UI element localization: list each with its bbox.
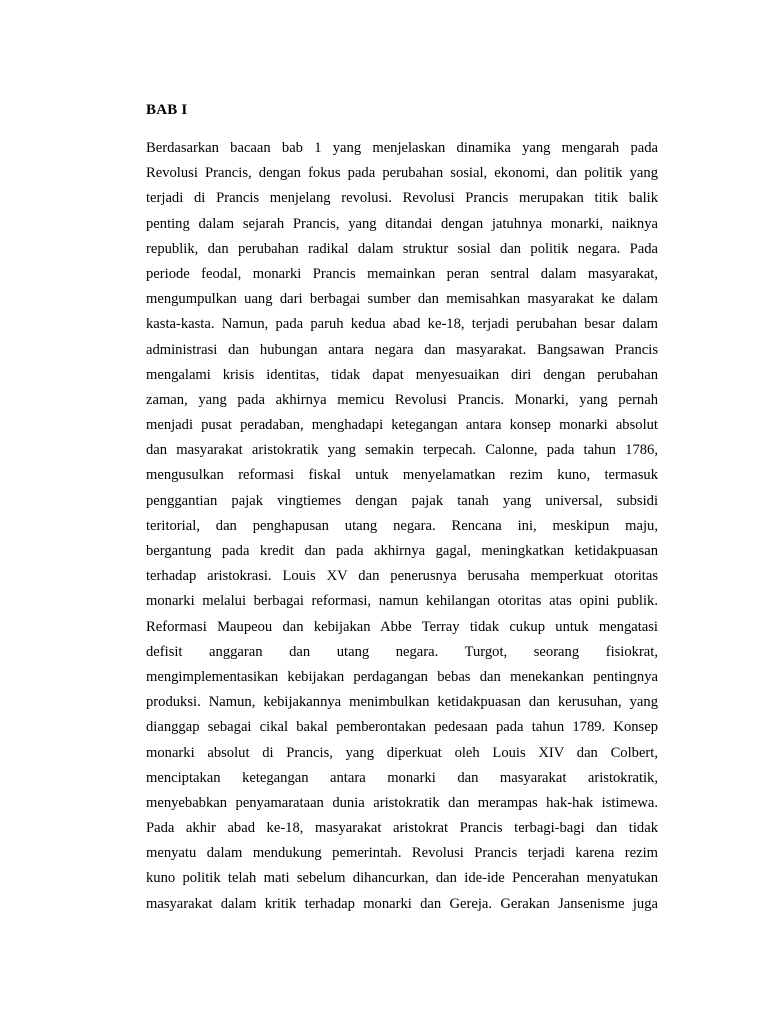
paragraph-line: administrasi dan hubungan antara negara dan masyarakat. Bangsawan Prancis [146, 341, 658, 358]
paragraph-line: produksi. Namun, kebijakannya menimbulkan ketidakpuasan dan kerusuhan, yang [146, 694, 658, 711]
chapter-heading: BAB I [146, 102, 188, 118]
paragraph-line: Pada akhir abad ke-18, masyarakat aristokrat Prancis terbagi-bagi dan tidak [146, 820, 658, 837]
paragraph-line: bergantung pada kredit dan pada akhirnya gagal, meningkatkan ketidakpuasan [146, 543, 658, 559]
paragraph-line: monarki absolut di Prancis, yang diperkuat oleh Louis XIV dan Colbert, [146, 744, 658, 761]
paragraph-line: monarki melalui berbagai reformasi, namun kehilangan otoritas atas opini publik. [146, 593, 658, 610]
paragraph-line: zaman, yang pada akhirnya memicu Revolusi Prancis. Monarki, yang pernah [146, 391, 658, 408]
body-paragraph [146, 136, 658, 917]
paragraph-line: mengalami krisis identitas, tidak dapat menyesuaikan diri dengan perubahan [146, 366, 658, 383]
paragraph-line: teritorial, dan penghapusan utang negara. Rencana ini, meskipun maju, [146, 517, 658, 534]
paragraph-line: mengusulkan reformasi fiskal untuk menyelamatkan rezim kuno, termasuk [146, 467, 658, 484]
paragraph-line: Reformasi Maupeou dan kebijakan Abbe Terray tidak cukup untuk mengatasi [146, 618, 658, 635]
paragraph-line: penggantian pajak vingtiemes dengan pajak tanah yang universal, subsidi [146, 492, 658, 509]
paragraph-line: defisit anggaran dan utang negara. Turgot, seorang fisiokrat, [146, 643, 658, 660]
paragraph-line: mengumpulkan uang dari berbagai sumber dan memisahkan masyarakat ke dalam [146, 291, 658, 308]
paragraph-line: terhadap aristokrasi. Louis XV dan penerusnya berusaha memperkuat otoritas [146, 568, 658, 585]
paragraph-line: menjadi pusat peradaban, menghadapi ketegangan antara konsep monarki absolut [146, 417, 658, 434]
paragraph-line: menyatu dalam mendukung pemerintah. Revolusi Prancis terjadi karena rezim [146, 845, 658, 862]
paragraph-line: menciptakan ketegangan antara monarki dan masyarakat aristokratik, [146, 769, 658, 786]
paragraph-line: dan masyarakat aristokratik yang semakin terpecah. Calonne, pada tahun 1786, [146, 442, 658, 459]
paragraph-line: periode feodal, monarki Prancis memainkan peran sentral dalam masyarakat, [146, 265, 658, 282]
paragraph-line: penting dalam sejarah Prancis, yang ditandai dengan jatuhnya monarki, naiknya [146, 215, 658, 232]
paragraph-line: Berdasarkan bacaan bab 1 yang menjelaskan dinamika yang mengarah pada [146, 140, 658, 156]
paragraph-line: mengimplementasikan kebijakan perdagangan bebas dan menekankan pentingnya [146, 668, 658, 685]
paragraph-line: menyebabkan penyamarataan dunia aristokratik dan merampas hak-hak istimewa. [146, 794, 658, 811]
paragraph-line: republik, dan perubahan radikal dalam struktur sosial dan politik negara. Pada [146, 240, 658, 257]
paragraph-line: Revolusi Prancis, dengan fokus pada perubahan sosial, ekonomi, dan politik yang [146, 165, 658, 182]
paragraph-line: kasta-kasta. Namun, pada paruh kedua abad ke-18, terjadi perubahan besar dalam [146, 316, 658, 333]
paragraph-line: kuno politik telah mati sebelum dihancurkan, dan ide-ide Pencerahan menyatukan [146, 870, 658, 887]
paragraph-line: dianggap sebagai cikal bakal pemberontakan pedesaan pada tahun 1789. Konsep [146, 719, 658, 736]
paragraph-line: terjadi di Prancis menjelang revolusi. Revolusi Prancis merupakan titik balik [146, 190, 658, 207]
paragraph-line: masyarakat dalam kritik terhadap monarki dan Gereja. Gerakan Jansenisme juga [146, 895, 658, 912]
